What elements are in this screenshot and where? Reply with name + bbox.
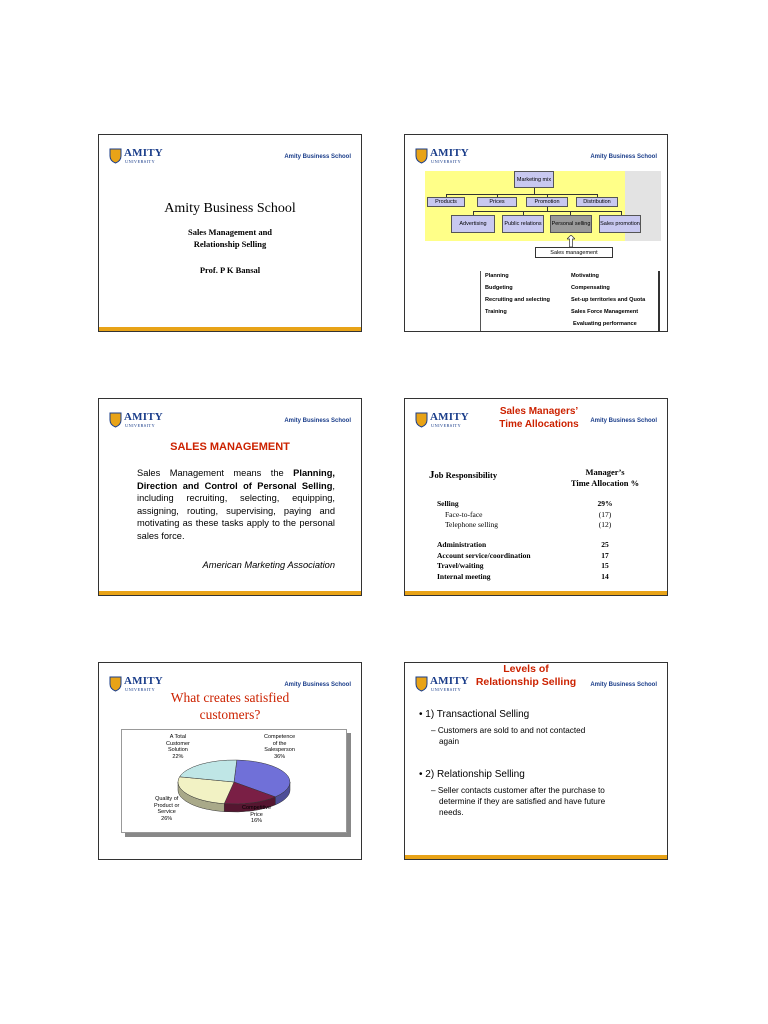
- logo-word: AMITY: [430, 411, 469, 423]
- school-name: Amity Business School: [590, 154, 657, 160]
- row-label: Telephone selling: [445, 520, 499, 529]
- accent-bar: [99, 591, 361, 595]
- label-line: Product or: [154, 802, 180, 809]
- logo-sub: UNIVERSITY: [125, 159, 155, 164]
- row-value: 15: [601, 561, 609, 570]
- school-name: Amity Business School: [590, 682, 657, 688]
- box-distribution: Distribution: [576, 197, 618, 207]
- box-public-relations: Public relations: [502, 215, 544, 233]
- sub-line: determine if they are satisfied and have future: [439, 797, 606, 806]
- accent-bar: [405, 855, 667, 859]
- task-item: Budgeting: [485, 285, 513, 291]
- accent-bar: [99, 327, 361, 331]
- row-value: 29%: [597, 499, 613, 508]
- logo-sub: UNIVERSITY: [431, 687, 461, 692]
- bullet-relationship: • 2) Relationship Selling: [419, 769, 525, 780]
- box-promotion: Promotion: [526, 197, 568, 207]
- box-prices: Prices: [477, 197, 517, 207]
- logo-sub: UNIVERSITY: [431, 159, 461, 164]
- task-item: Motivating: [571, 273, 599, 279]
- logo-word: AMITY: [124, 411, 163, 423]
- header-line: Manager’s: [585, 467, 625, 477]
- slide-title: [98, 134, 362, 332]
- heading-line: Relationship Selling: [475, 676, 577, 688]
- label-line: Price: [250, 811, 263, 818]
- row-value: (17): [598, 510, 612, 519]
- sub-line: – Seller contacts customer after the purchase to: [431, 786, 605, 795]
- label-line: Salesperson: [264, 747, 295, 753]
- task-item: Sales Force Management: [571, 309, 639, 315]
- slide-sales-management: [98, 398, 362, 596]
- label-line: 16%: [251, 818, 263, 824]
- arrow-up-icon: [567, 235, 575, 247]
- sub-line: again: [439, 737, 460, 746]
- column-header-allocation: [555, 467, 655, 489]
- slide-relationship-selling: [404, 662, 668, 860]
- sub-line: – Customers are sold to and not contacted: [431, 726, 586, 735]
- label-line: Solution: [167, 747, 188, 753]
- label-price: [242, 805, 271, 825]
- label-line: 36%: [274, 753, 286, 760]
- row-label: Administration: [437, 540, 487, 549]
- box-marketing-mix: Marketing mix: [514, 171, 554, 188]
- shield-icon: [415, 412, 428, 428]
- row-label: Travel/waiting: [437, 561, 484, 570]
- label-line: A Total: [169, 734, 187, 740]
- school-name: Amity Business School: [284, 154, 351, 160]
- subtitle-line1: Sales Management and: [187, 227, 273, 237]
- slide-satisfied-customers: [98, 662, 362, 860]
- box-sales-promotion: Sales promotion: [599, 215, 641, 233]
- header-initial: J: [429, 469, 435, 481]
- shield-icon: [415, 148, 428, 164]
- box-products: Products: [427, 197, 465, 207]
- accent-bar: [405, 591, 667, 595]
- task-item: Planning: [485, 273, 509, 279]
- box-personal-selling: Personal selling: [550, 215, 592, 233]
- author: Prof. P K Bansal: [199, 265, 261, 275]
- logo-word: AMITY: [124, 147, 163, 159]
- label-line: Competence: [264, 734, 296, 740]
- amity-logo: [109, 411, 167, 431]
- label-total-solution: [166, 734, 190, 760]
- row-label: Account service/coordination: [437, 551, 531, 560]
- task-item: Compensating: [571, 285, 610, 291]
- task-item: Training: [485, 309, 507, 315]
- bullet-sub-relationship: [431, 785, 656, 818]
- heading-line: What creates satisfied: [170, 690, 290, 705]
- label-competence: [264, 734, 295, 760]
- amity-logo: [415, 411, 473, 431]
- shield-icon: [109, 148, 122, 164]
- bullet-transactional: • 1) Transactional Selling: [419, 709, 530, 720]
- slide-marketing-mix: [404, 134, 668, 332]
- slide-heading: [99, 689, 361, 723]
- header-rest: ob Responsibility: [434, 470, 498, 480]
- school-name: Amity Business School: [284, 418, 351, 424]
- heading-line: Sales Managers’: [499, 406, 579, 417]
- heading-line: Levels of: [503, 663, 549, 675]
- box-advertising: Advertising: [451, 215, 495, 233]
- logo-word: AMITY: [430, 675, 469, 687]
- sub-line: needs.: [439, 808, 464, 817]
- row-value: 17: [601, 551, 609, 560]
- logo-sub: UNIVERSITY: [125, 687, 155, 692]
- logo-word: AMITY: [124, 675, 163, 687]
- logo-word: AMITY: [430, 147, 469, 159]
- shield-icon: [415, 676, 428, 692]
- slide-heading: SALES MANAGEMENT: [170, 441, 290, 453]
- definition-bold: Planning, Direction and Control of Personal Selling: [137, 468, 335, 491]
- task-item: Set-up territories and Quota: [571, 297, 646, 303]
- connector: [446, 194, 598, 195]
- school-name: Amity Business School: [284, 682, 351, 688]
- label-line: 22%: [172, 753, 184, 760]
- sales-management-tasks: [480, 271, 660, 332]
- amity-logo: [415, 147, 473, 167]
- label-line: Competitive: [242, 805, 272, 811]
- slide-time-allocations: [404, 398, 668, 596]
- label-line: Service: [157, 809, 176, 815]
- row-value: 14: [601, 572, 609, 581]
- row-value: (12): [598, 520, 612, 529]
- label-line: 26%: [161, 815, 173, 822]
- row-label: Selling: [437, 499, 459, 508]
- slide-title-text: Amity Business School: [164, 201, 296, 216]
- row-label: Face-to-face: [445, 510, 483, 519]
- label-line: Customer: [166, 740, 190, 747]
- row-value: 25: [601, 540, 609, 549]
- slide-heading: [461, 663, 591, 689]
- box-sales-management: Sales management: [535, 247, 613, 258]
- shield-icon: [109, 412, 122, 428]
- definition-part: , including recruiting, selecting, equipping, assigning, routing, supervising, paying and motivating as these tasks apply to the personal sales force.: [137, 480, 335, 541]
- amity-logo: [109, 147, 167, 167]
- logo-sub: UNIVERSITY: [125, 423, 155, 428]
- subtitle-line2: Relationship Selling: [193, 239, 267, 249]
- logo-sub: UNIVERSITY: [431, 423, 461, 428]
- heading-line: customers?: [199, 707, 261, 722]
- task-item: Recruiting and selecting: [485, 297, 550, 303]
- label-quality: [154, 796, 179, 822]
- school-name: Amity Business School: [590, 418, 657, 424]
- bullet-sub-transactional: [431, 725, 656, 747]
- label-line: Quality of: [155, 796, 179, 802]
- column-header-responsibility: [429, 465, 497, 483]
- connector: [473, 211, 621, 212]
- heading-line: Time Allocations: [499, 419, 579, 430]
- chart-frame: [121, 729, 347, 833]
- task-item: Evaluating performance: [573, 321, 637, 327]
- slide-heading: [469, 405, 609, 431]
- row-label: Internal meeting: [437, 572, 491, 581]
- definition-part: Sales Management means the: [137, 468, 294, 478]
- label-line: of the: [272, 740, 287, 747]
- header-line: Time Allocation %: [570, 478, 640, 488]
- source: American Marketing Association: [202, 560, 335, 570]
- definition-text: [137, 467, 335, 542]
